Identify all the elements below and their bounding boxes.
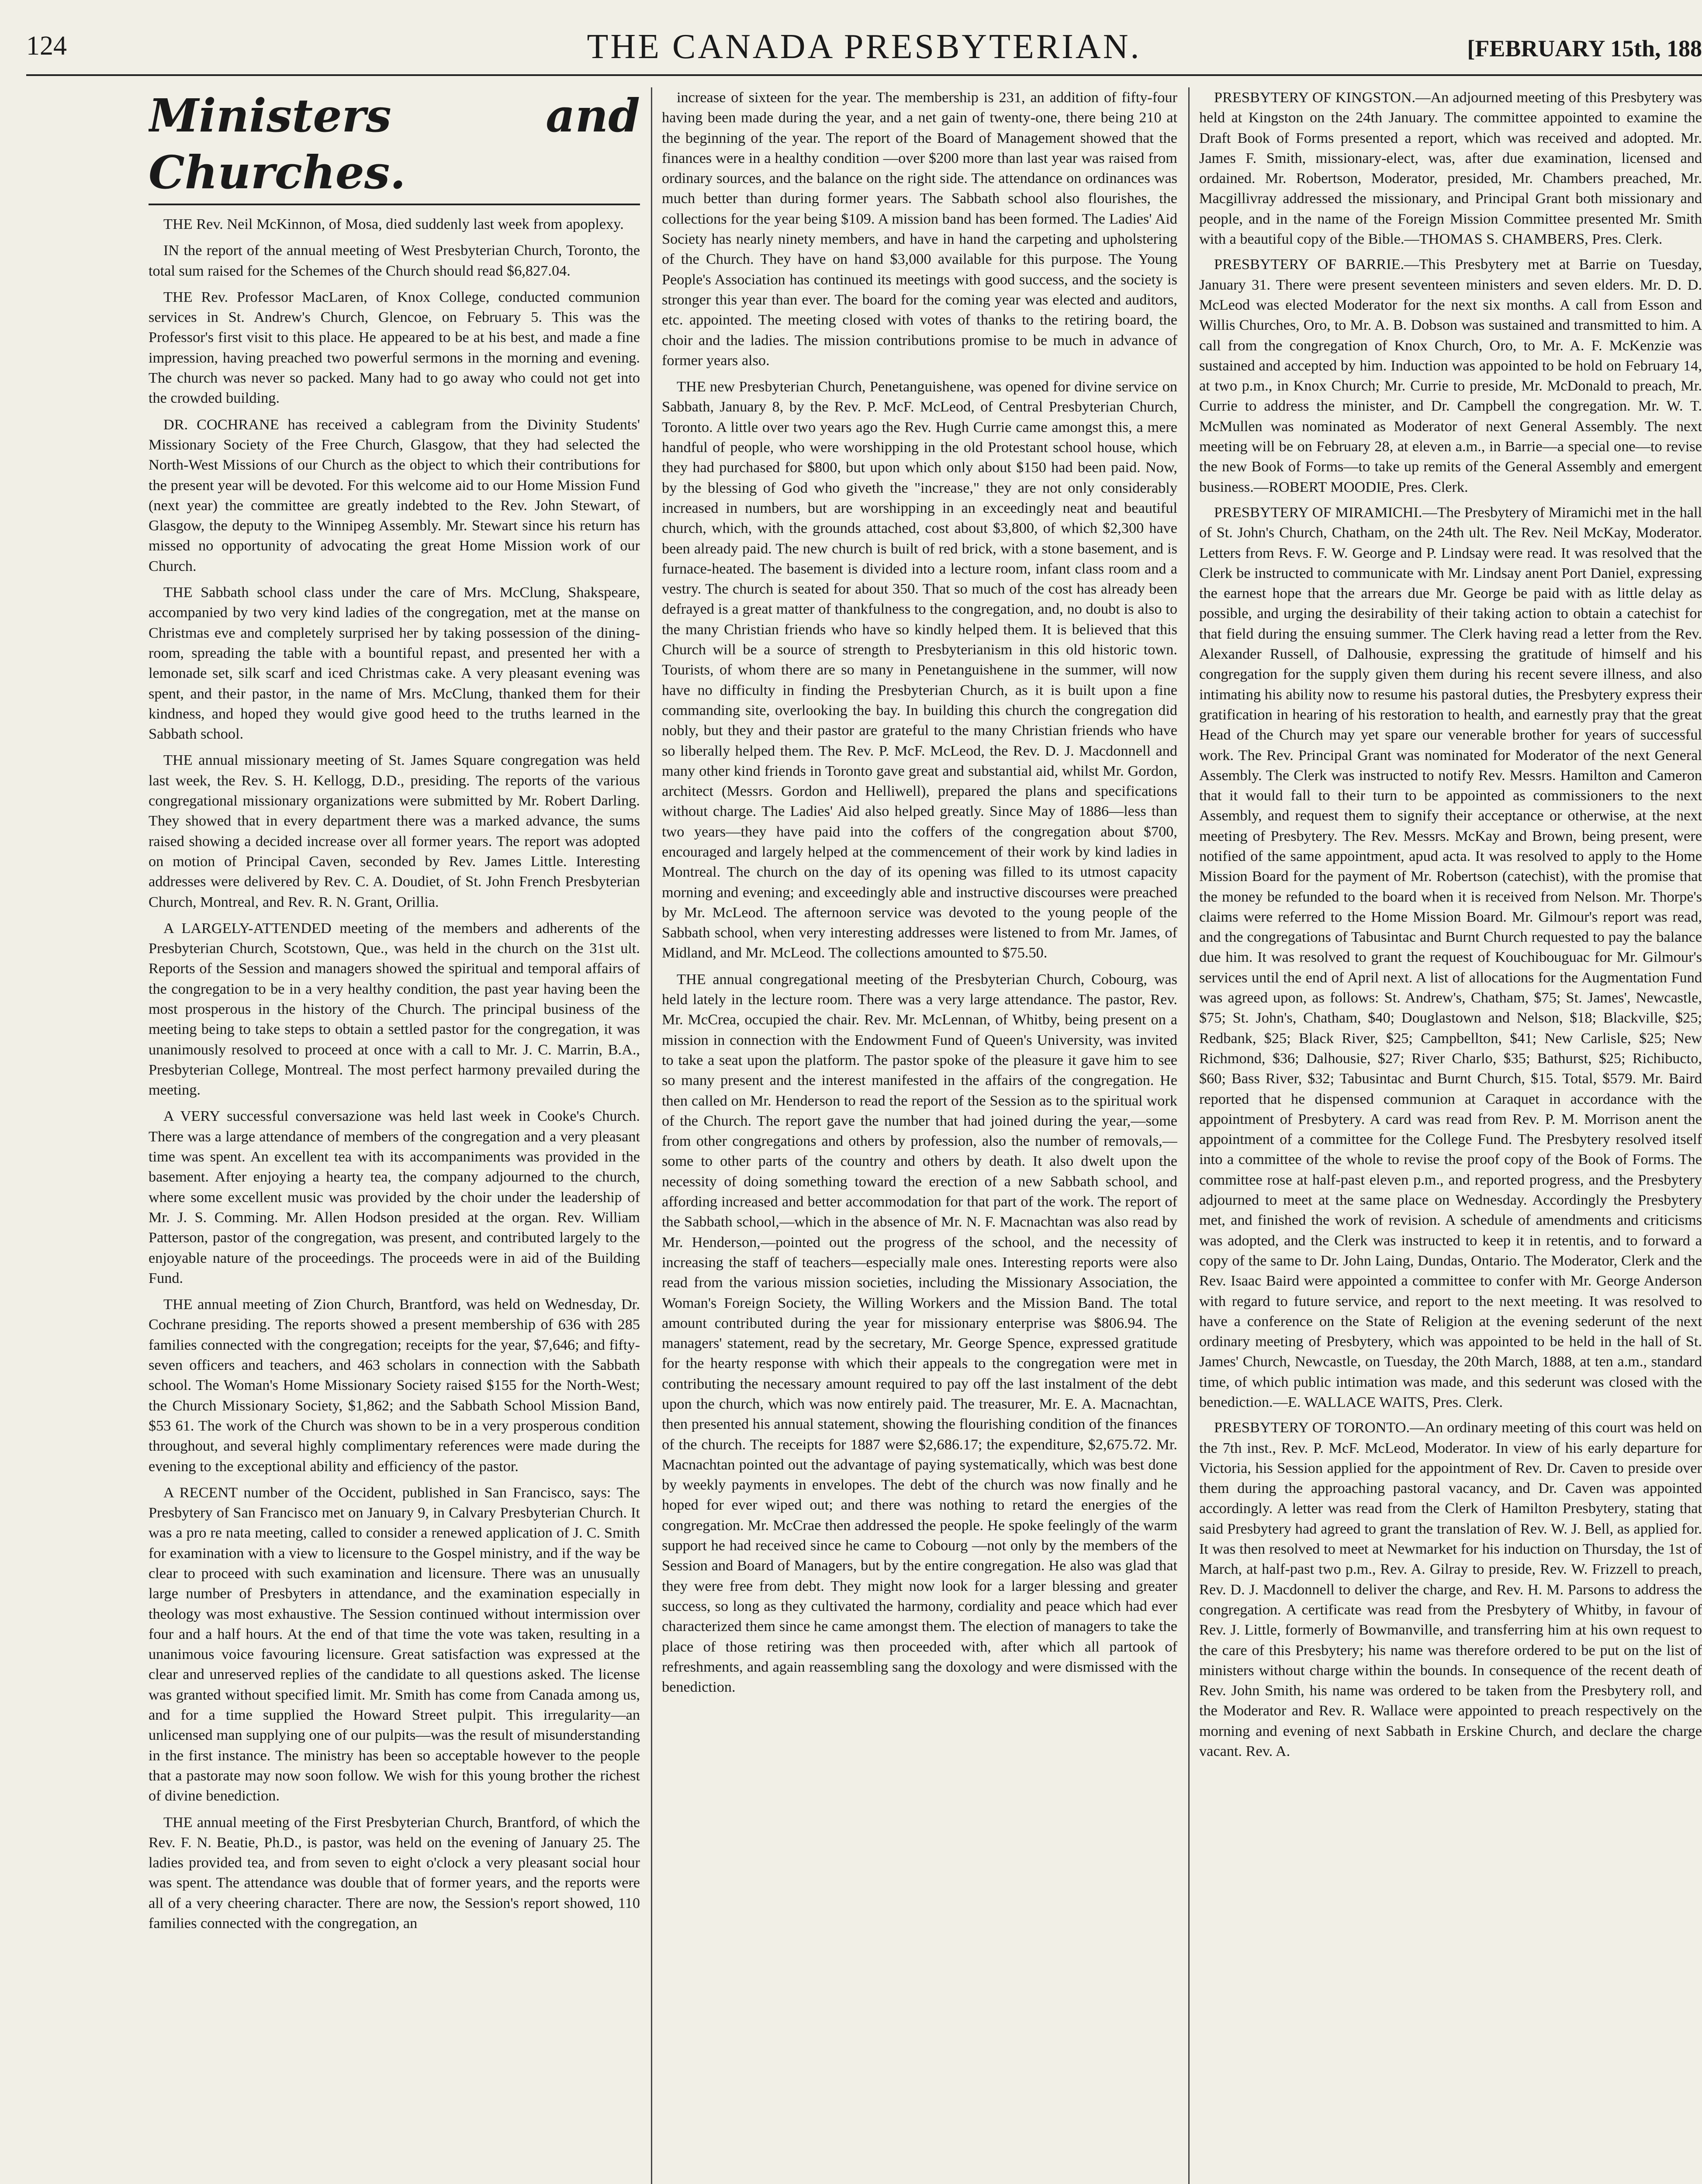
masthead-title: THE CANADA PRESBYTERIAN. bbox=[587, 28, 1142, 66]
page-number: 124 bbox=[26, 31, 67, 61]
issue-date: [FEBRUARY 15th, 188 bbox=[1467, 35, 1702, 62]
article-paragraph: THE Sabbath school class under the care of Mrs. McClung, Shakspeare, accompanied by two very kind ladies of the congregation, met at the manse on Christmas eve and completely surprised her by taking possession of the dining-room, spreading the table with a bountiful repast, and presented her with a lemonade set, silk scarf and iced Christmas cake. A very pleasant evening was spent, and their pastor, in the name of Mrs. McClung, thanked them for their kindness, and hoped they would give good heed to the truths learned in the Sabbath school. bbox=[149, 584, 640, 743]
article-paragraph: PRESBYTERY OF BARRIE.—This Presbytery met at Barrie on Tuesday, January 31. There were present seventeen ministers and seven elders. Mr. D. D. McLeod was elected Moderator for the next six months. A call from Esson and Willis Churches, Oro, to Mr. A. B. Dobson was sustained and transmitted to him. A call from the congregation of Knox Church, Oro, to Mr. A. F. McKenzie was sustained and accepted by him. Induction was appointed to be hold on February 14, at two p.m., in Knox Church; Mr. Currie to preside, Mr. McDonald to preach, Mr. Currie to address the minister, and Dr. Campbell the congregation. Mr. W. T. McMullen was nominated as Moderator of next General Assembly. The next meeting will be on February 28, at eleven a.m., in Barrie—a special one—to revise the new Book of Forms—to take up remits of the General Assembly and emergent business.—ROBERT MOODIE, Pres. Clerk. bbox=[1199, 256, 1702, 495]
article-paragraph: IN the report of the annual meeting of West Presbyterian Church, Toronto, the total sum raised for the Schemes of the Church should read $6,827.04. bbox=[149, 242, 640, 279]
article-paragraph: increase of sixteen for the year. The membership is 231, an addition of fifty-four having been made during the year, and a net gain of twenty-one, there being 210 at the beginning of the year. The report of the Board of Management showed that the finances were in a healthy condition —over $200 more than last year was raised from ordinary sources, and the balance on the right side. The attendance on ordinances was much better than during former years. The Sabbath school also flourishes, the collections for the year being $109. A mission band has been formed. The Ladies' Aid Society has nearly ninety members, and have in hand the carpeting and upholstering of the Church. They have on hand $3,000 available for this purpose. The Young People's Association has continued its meetings with good success, and the society is stronger this year than ever. The board for the coming year was elected and auditors, etc. appointed. The meeting closed with votes of thanks to the retiring board, the choir and the ladies. The mission contributions promise to be much in advance of former years also. bbox=[662, 89, 1177, 369]
article-paragraph: PRESBYTERY OF TORONTO.—An ordinary meeting of this court was held on the 7th inst., Rev. P. McF. McLeod, Moderator. In view of his early departure for Victoria, his Session applied for the appointment of Rev. Dr. Caven to preside over them during the approaching pastoral vacancy, and Dr. Caven was appointed accordingly. A letter was read from the Clerk of Hamilton Presbytery, stating that said Presbytery had agreed to grant the translation of Rev. W. J. Bell, as applied for. It was then resolved to meet at Newmarket for his induction on Thursday, the 1st of March, at half-past two p.m., Rev. A. Gilray to preside, Rev. W. Frizzell to preach, Rev. D. J. Macdonnell to deliver the charge, and Rev. H. M. Parsons to address the congregation. A certificate was read from the Presbytery of Whitby, in favour of Rev. J. Little, formerly of Bowmanville, and transferring him at his own request to the care of this Presbytery; his name was therefore ordered to be put on the list of ministers without charge within the bounds. In consequence of the recent death of Rev. John Smith, his name was ordered to be taken from the Presbytery roll, and the Moderator and Rev. R. Wallace were appointed to preach respectively on the morning and evening of next Sabbath in Erskine Church, and declare the charge vacant. Rev. A. bbox=[1199, 1419, 1702, 1760]
article-paragraph: A LARGELY-ATTENDED meeting of the members and adherents of the Presbyterian Church, Scotstown, Que., was held in the church on the 31st ult. Reports of the Session and managers showed the spiritual and temporal affairs of the congregation to be in a very healthy condition, the past year having been the most prosperous in the history of the Church. The principal business of the meeting being to take steps to obtain a settled pastor for the congregation, it was unanimously resolved to proceed at once with a call to Mr. J. C. Marrin, B.A., Presbyterian College, Montreal. The most perfect harmony prevailed during the meeting. bbox=[149, 919, 640, 1099]
article-paragraph: DR. COCHRANE has received a cablegram from the Divinity Students' Missionary Society of the Free Church, Glasgow, that they had selected the North-West Missions of our Church as the object to which their contributions for the present year will be devoted. For this welcome aid to our Home Mission Fund (next year) the committee are greatly indebted to the Rev. John Stewart, of Glasgow, the deputy to the Winnipeg Assembly. Mr. Stewart since his return has missed no opportunity of advocating the great Home Mission work of our Church. bbox=[149, 416, 640, 574]
article-paragraph: THE Rev. Neil McKinnon, of Mosa, died suddenly last week from apoplexy. bbox=[163, 216, 624, 232]
column-3 bbox=[1199, 87, 1702, 2184]
article-paragraph: THE new Presbyterian Church, Penetanguishene, was opened for divine service on Sabbath, January 8, by the Rev. P. McF. McLeod, of Central Presbyterian Church, Toronto. A little over two years ago the Rev. Hugh Currie came amongst this, a mere handful of people, who were worshipping in the old Protestant school house, which they had purchased for $800, but upon which only about $150 had been paid. Now, by the blessing of God who giveth the "increase," they are not only considerably increased in numbers, but are worshipping in an exceedingly neat and beautiful church, which, with the grounds attached, cost about $3,800, of which $2,300 have been already paid. The new church is built of red brick, with a stone basement, and is furnace-heated. The basement is divided into a lecture room, infant class room and a vestry. The church is seated for about 350. That so much of the cost has already been defrayed is a great matter of thankfulness to the congregation, and, no doubt is also to the many Christian friends who have so kindly helped them. It is believed that this Church will be a source of strength to Presbyterianism in this old historic town. Tourists, of whom there are so many in Penetanguishene in the summer, will now have no difficulty in finding the Presbyterian Church, as it is built upon a fine commanding site, overlooking the bay. In building this church the congregation did nobly, but they and their pastor are grateful to the many Christian friends who have so liberally helped them. The Rev. P. McF. McLeod, the Rev. D. J. Macdonnell and many other kind friends in Toronto gave great and substantial aid, whilst Mr. Gordon, architect (Messrs. Gordon and Helliwell), prepared the plans and specifications without charge. The Ladies' Aid also helped greatly. Since May of 1886—less than two years—they have paid into the coffers of the congregation about $700, encouraged and largely helped at the commencement of their work by kind ladies in Montreal. The church on the day of its opening was filled to its utmost capacity morning and evening; and exceedingly able and instructive discourses were preached by Mr. McLeod. The afternoon service was devoted to the young people of the Sabbath school, when very interesting addresses were listened to from Mr. James, of Midland, and Mr. McLeod. The collections amounted to $75.50. bbox=[662, 378, 1177, 961]
column-1 bbox=[149, 87, 640, 2184]
article-paragraph: PRESBYTERY OF MIRAMICHI.—The Presbytery of Miramichi met in the hall of St. John's Church, Chatham, on the 24th ult. The Rev. Neil McKay, Moderator. Letters from Revs. F. W. George and P. Lindsay were read. It was resolved that the Clerk be instructed to communicate with Mr. Lindsay anent Port Daniel, expressing the earnest hope that the arrears due Mr. George be paid with as little delay as possible, and urging the desirability of their taking action to obtain a catechist for that field during the ensuing summer. The Clerk having read a letter from the Rev. Alexander Russell, of Dalhousie, expressing the gratitude of himself and his congregation for the supply given them during his recent severe illness, and also intimating his ability now to resume his pastoral duties, the Presbytery express their gratification in hearing of his restoration to health, and earnestly pray that the great Head of the Church may yet spare our venerable brother for years of successful work. The Rev. Principal Grant was nominated for Moderator of the next General Assembly. The Clerk was instructed to notify Rev. Messrs. Hamilton and Cameron that it would fall to their turn to be appointed as commissioners to the next Assembly, and request them to signify their acceptance or otherwise, at the next meeting of Presbytery. The Rev. Messrs. McKay and Brown, being present, were notified of the same appointment, apud acta. It was resolved to apply to the Home Mission Board for the payment of Mr. Robertson (catechist), with the promise that the money be refunded to the board when it is received from Nelson. Mr. Thorpe's claims were referred to the Home Mission Board. Mr. Gilmour's report was read, and the congregations of Tabusintac and Burnt Church requested to pay the balance due him. It was resolved to grant the request of Kouchibouguac for Mr. Gilmour's services until the end of April next. A list of allocations for the Augmentation Fund was agreed upon, as follows: St. Andrew's, Chatham, $75; St. James', Newcastle, $75; St. John's, Chatham, $40; Douglastown and Nelson, $18; Blackville, $25; Redbank, $25; Black River, $25; Campbellton, $41; New Carlisle, $25; New Richmond, $36; Dalhousie, $27; River Charlo, $35; Bathurst, $25; Richibucto, $60; Bass River, $32; Tabusintac and Burnt Church, $15. Total, $579. Mr. Baird reported that he dispensed communion at Caraquet in accordance with the appointment of Presbytery. A card was read from Rev. P. M. Morrison anent the appointment of a committee for the College Fund. The Presbytery resolved itself into a committee of the whole to revise the proof copy of the Book of Forms. The committee rose at half-past eleven p.m., and reported progress, and the Presbytery adjourned to meet at the same place on Wednesday. Accordingly the Presbytery met, and finished the work of revision. A schedule of amendments and criticisms was adopted, and the Clerk was instructed to keep it in retentis, and to forward a copy of the same to Dr. John Laing, Dundas, Ontario. The Moderator, Clerk and the Rev. Isaac Baird were appointed a committee to confer with Mr. George Anderson with regard to future service, and report to the next meeting. It was resolved to have a conference on the State of Religion at the evening sederunt of the next ordinary meeting of Presbytery, which was appointed to be held in the hall of St. James' Church, Newcastle, on Tuesday, the 20th March, 1888, at ten a.m., standard time, of which public intimation was made, and this sederunt was closed with the benediction.—E. WALLACE WAITS, Pres. Clerk. bbox=[1199, 504, 1702, 1410]
article-paragraph: A VERY successful conversazione was held last week in Cooke's Church. There was a large attendance of members of the congregation and a very pleasant time was spent. An excellent tea with its accompaniments was provided in the basement. After enjoying a hearty tea, the company adjourned to the church, where some excellent music was provided by the choir under the leadership of Mr. J. S. Comming. Mr. Allen Hodson presided at the organ. Rev. William Patterson, pastor of the congregation, was present, and contributed largely to the enjoyable nature of the proceedings. The proceeds were in aid of the Building Fund. bbox=[149, 1108, 640, 1286]
article-paragraph: THE Rev. Professor MacLaren, of Knox College, conducted communion services in St. Andrew's Church, Glencoe, on February 5. This was the Professor's first visit to this place. He appeared to be at his best, and made a fine impression, having preached two powerful sermons in the morning and evening. The church was never so packed. Many had to go away who could not get into the crowded building. bbox=[149, 288, 640, 407]
article-paragraph: THE annual congregational meeting of the Presbyterian Church, Cobourg, was held lately in the lecture room. There was a very large attendance. The pastor, Rev. Mr. McCrea, occupied the chair. Rev. Mr. McLennan, of Whitby, being present on a mission in connection with the Endowment Fund of Queen's University, was invited to take a seat upon the platform. The pastor spoke of the pleasure it gave him to see so many present and the interest manifested in the affairs of the congregation. He then called on Mr. Henderson to read the report of the Session as to the spiritual work of the Church. The report gave the number that had joined during the year,—some from other congregations and others by profession, also the number of removals,—some to other parts of the country and others by death. It also dwelt upon the necessity of doing something toward the erection of a new Sabbath school, and affording increased and better accommodation for that part of the work. The report of the Sabbath school,—which in the absence of Mr. N. F. Macnachtan was also read by Mr. Henderson,—pointed out the progress of the school, and the necessity of increasing the staff of teachers—especially male ones. Interesting reports were also read from the various mission societies, including the Missionary Association, the Woman's Foreign Society, the Willing Workers and the Mission Band. The total amount contributed during the year for missionary enterprise was $806.94. The managers' statement, read by the secretary, Mr. George Spence, expressed gratitude for the hearty response with which their appeals to the congregation were met in contributing the necessary amount required to pay off the last instalment of the debt upon the church, which was now entirely paid. The treasurer, Mr. E. A. Macnachtan, then presented his annual statement, showing the flourishing condition of the finances of the church. The receipts for 1887 were $2,686.17; the expenditure, $2,675.72. Mr. Macnachtan pointed out the advantage of paying systematically, which was best done by weekly payments in envelopes. The debt of the church was now finally and he hoped for ever wiped out; and there was nothing to retard the energies of the congregation. Mr. McCrae then addressed the people. He spoke feelingly of the warm support he had received since he came to Cobourg —not only by the members of the Session and Board of Managers, but by the entire congregation. He also was glad that they were free from debt. They might now look for a larger blessing and greater success, so long as they cultivated the harmony, cordiality and peace which had ever characterized them since he came amongst them. The election of managers to take the place of those retiring was then proceeded with, after which all partook of refreshments, and again reassembling sang the doxology and were dismissed with the benediction. bbox=[662, 971, 1177, 1696]
column-divider bbox=[651, 87, 652, 2184]
article-paragraph: THE annual meeting of the First Presbyterian Church, Brantford, of which the Rev. F. N. Beatie, Ph.D., is pastor, was held on the evening of January 25. The ladies provided tea, and from seven to eight o'clock a very pleasant social hour was spent. The attendance was double that of former years, and the reports were all of a very cheering character. There are now, the Session's report showed, 110 families connected with the congregation, an bbox=[149, 1814, 640, 1932]
column-2 bbox=[662, 87, 1177, 2184]
article-paragraph: A RECENT number of the Occident, published in San Francisco, says: The Presbytery of San Francisco met on January 9, in Calvary Presbyterian Church. It was a pro re nata meeting, called to consider a renewed application of J. C. Smith for examination with a view to licensure to the Gospel ministry, and if the way be clear to proceed with such examination and licensure. There was an unusually large number of Presbyters in attendance, and the examination especially in theology was most exhaustive. The Session continued without intermission over four and a half hours. At the end of that time the vote was taken, resulting in a unanimous voice favouring licensure. Great satisfaction was expressed at the clear and unreserved replies of the candidate to all questions asked. The license was granted without specified limit. Mr. Smith has come from Canada among us, and for a time supplied the Howard Street pulpit. This irregularity—an unlicensed man supplying one of our pulpits—was the result of misunderstanding in the first instance. The ministry has been so acceptable however to the people that a pastorate may now soon follow. We wish for this young brother the richest of divine benediction. bbox=[149, 1484, 640, 1804]
article-paragraph: THE annual meeting of Zion Church, Brantford, was held on Wednesday, Dr. Cochrane presiding. The reports showed a present membership of 636 with 285 families connected with the congregation; receipts for the year, $7,646; and fifty-seven officers and teachers, and 463 scholars in connection with the Sabbath school. The Woman's Home Missionary Society raised $155 for the North-West; the Church Missionary Society, $1,862; and the Sabbath School Mission Band, $53 61. The work of the Church was shown to be in a very prosperous condition throughout, and several highly complimentary references were made during the evening to the exceptional ability and efficiency of the pastor. bbox=[149, 1296, 640, 1475]
column-divider bbox=[1188, 87, 1190, 2184]
section-title: Ministers and Churches. bbox=[149, 87, 640, 205]
page-header bbox=[26, 17, 1702, 76]
article-paragraph: PRESBYTERY OF KINGSTON.—An adjourned meeting of this Presbytery was held at Kingston on the 24th January. The committee appointed to examine the Draft Book of Forms presented a report, which was received and adopted. Mr. James F. Smith, missionary-elect, was, after due examination, licensed and ordained. Mr. Robertson, Moderator, presided, Mr. Chambers preached, Mr. Macgillivray addressed the missionary, and Principal Grant both missionary and people, and in the name of the Foreign Mission Committee presented Mr. Smith with a beautiful copy of the Bible.—THOMAS S. CHAMBERS, Pres. Clerk. bbox=[1199, 89, 1702, 248]
article-paragraph: THE annual missionary meeting of St. James Square congregation was held last week, the Rev. S. H. Kellogg, D.D., presiding. The reports of the various congregational missionary organizations were submitted by Mr. Robert Darling. They showed that in every department there was a marked advance, the sums raised showing a decided increase over all former years. The report was adopted on motion of Principal Caven, seconded by Rev. James Little. Interesting addresses were delivered by Rev. C. A. Doudiet, of St. John French Presbyterian Church, Montreal, and Rev. R. N. Grant, Orillia. bbox=[149, 752, 640, 910]
